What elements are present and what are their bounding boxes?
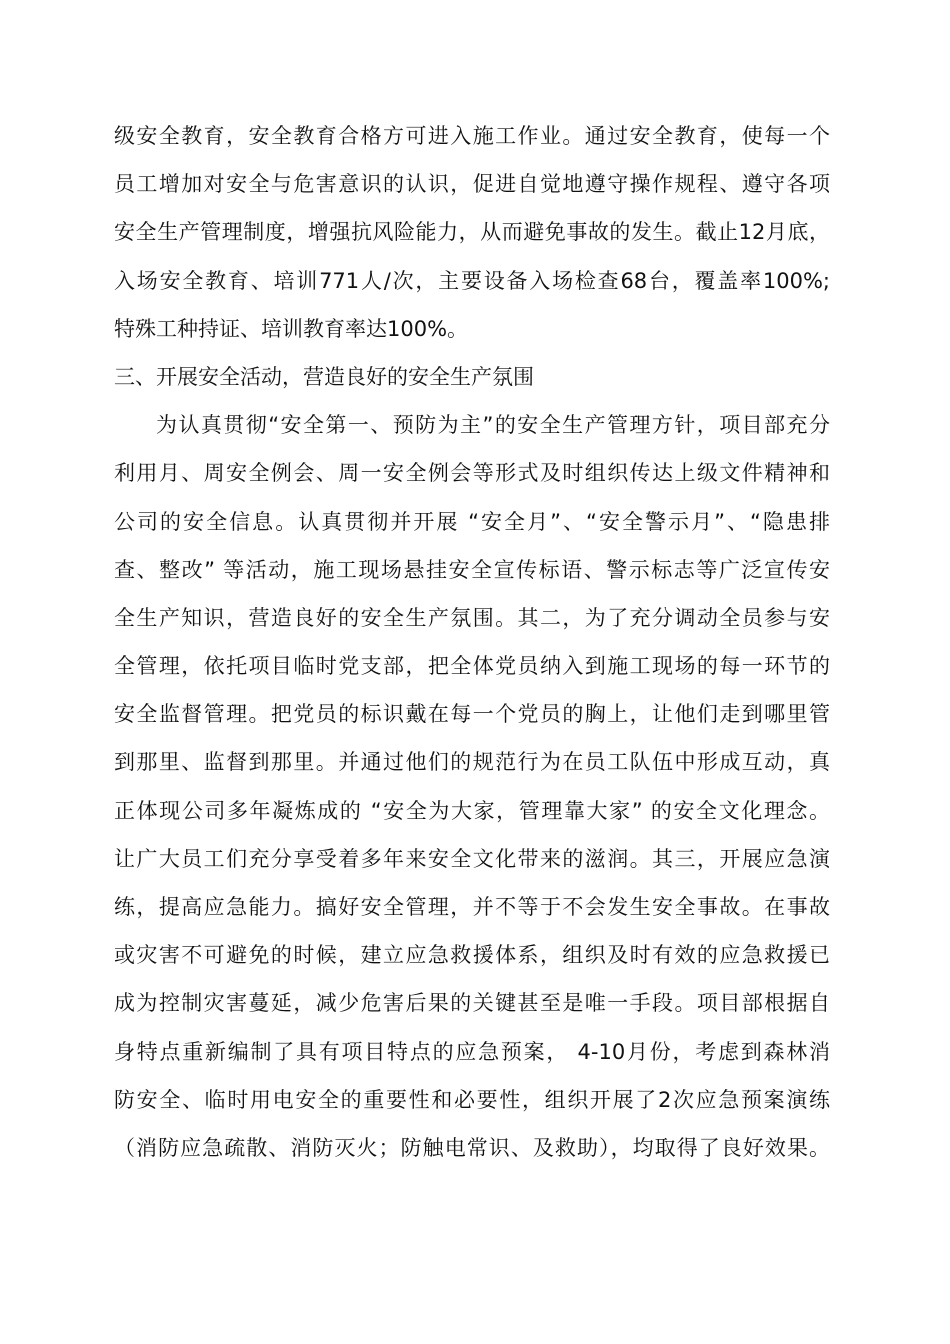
- text-line: 入场安全教育、培训771人/次，主要设备入场检查68台，覆盖率100%;: [114, 268, 830, 293]
- section-heading: 三、开展安全活动，营造良好的安全生产氛围: [114, 364, 534, 389]
- text-line: 练，提高应急能力。搞好安全管理，并不等于不会发生安全事故。在事故: [114, 895, 830, 919]
- text-line: 正体现公司多年凝炼成的 “安全为大家，管理靠大家” 的安全文化理念。: [114, 798, 830, 823]
- text-line: 防安全、临时用电安全的重要性和必要性，组织开展了2次应急预案演练: [114, 1087, 830, 1112]
- text-line: 安全生产管理制度，增强抗风险能力，从而避免事故的发生。截止12月底，: [114, 220, 830, 245]
- text-line: 全生产知识，营造良好的安全生产氛围。其二，为了充分调动全员参与安: [114, 605, 830, 630]
- text-line: 级安全教育，安全教育合格方可进入施工作业。通过安全教育，使每一个: [114, 124, 830, 148]
- text-line: 员工增加对安全与危害意识的认识，促进自觉地遵守操作规程、遵守各项: [114, 172, 830, 197]
- text-line: 公司的安全信息。认真贯彻并开展 “安全月”、“安全警示月”、“隐患排: [114, 509, 830, 534]
- text-line: 查、整改” 等活动，施工现场悬挂安全宣传标语、警示标志等广泛宣传安: [114, 557, 830, 582]
- text-line: （消防应急疏散、消防灭火；防触电常识、及救助），均取得了良好效果。: [114, 1135, 830, 1160]
- text-line: 特殊工种持证、培训教育率达100%。: [114, 316, 469, 341]
- paragraph-first-line: 为认真贯彻“安全第一、预防为主”的安全生产管理方针，项目部充分: [156, 413, 830, 438]
- text-line: 安全监督管理。把党员的标识戴在每一个党员的胸上，让他们走到哪里管: [114, 702, 830, 727]
- text-line: 让广大员工们充分享受着多年来安全文化带来的滋润。其三，开展应急演: [114, 846, 830, 871]
- text-line: 或灾害不可避免的时候，建立应急救援体系，组织及时有效的应急救援已: [114, 943, 830, 968]
- text-line: 全管理，依托项目临时党支部，把全体党员纳入到施工现场的每一环节的: [114, 654, 830, 679]
- text-line: 到那里、监督到那里。并通过他们的规范行为在员工队伍中形成互动，真: [114, 750, 830, 775]
- text-line: 成为控制灾害蔓延，减少危害后果的关键甚至是唯一手段。项目部根据自: [114, 991, 830, 1016]
- text-line: 身特点重新编制了具有项目特点的应急预案， 4-10月份，考虑到森林消: [114, 1039, 830, 1064]
- document-body: [114, 112, 830, 1172]
- text-line: 利用月、周安全例会、周一安全例会等形式及时组织传达上级文件精神和: [114, 461, 830, 486]
